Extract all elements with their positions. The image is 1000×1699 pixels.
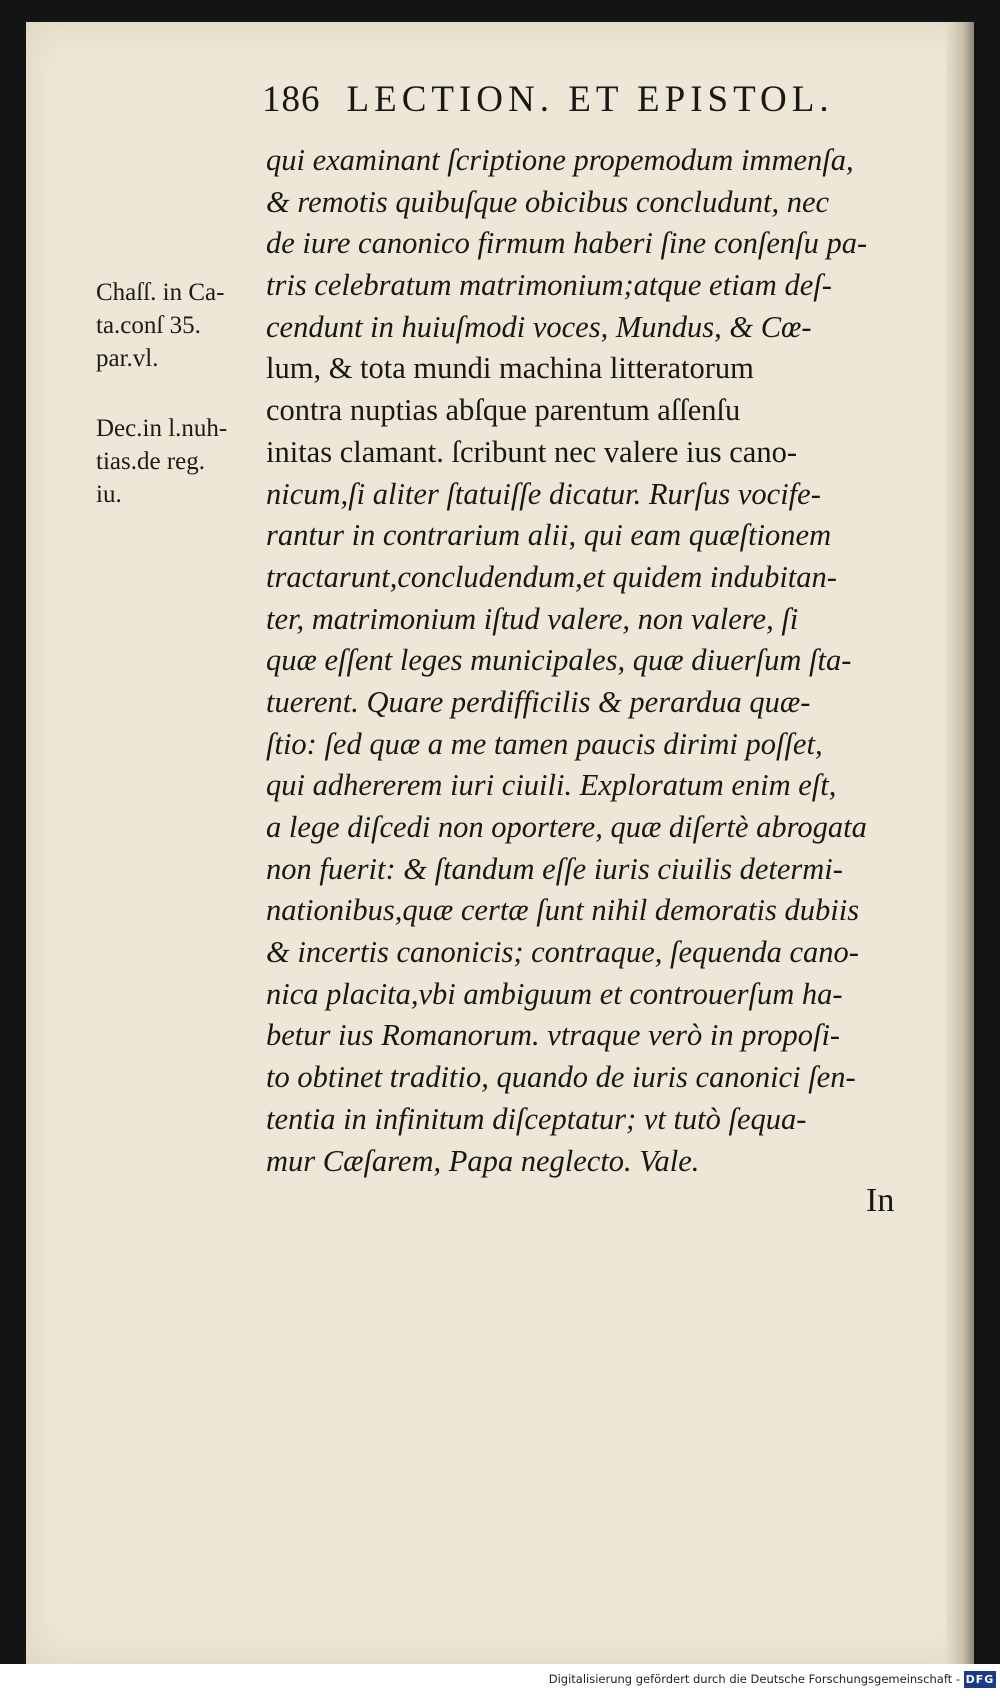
running-title: LECTION. ET EPISTOL. (346, 79, 834, 120)
text-line: & incertis canonicis; contraque, ſequenda cano- (266, 935, 859, 970)
text-line: betur ius Romanorum. vtraque verò in propoſi- (266, 1018, 841, 1053)
text-line: & remotis quibuſque obicibus concludunt, nec (266, 184, 830, 219)
text-line: non fuerit: & ſtandum eſſe iuris ciuilis determi- (266, 851, 843, 886)
text-line: tuerent. Quare perdifficilis & perardua quæ- (266, 684, 811, 719)
text-line: qui examinant ſcriptione propemodum immenſa, (266, 143, 854, 177)
body-text (266, 140, 956, 1182)
text-line: tentia in infinitum diſceptatur; vt tutò ſequa- (266, 1101, 807, 1136)
margin-note-chass: Chaſſ. in Ca- ta.conſ 35. par.vl. (96, 279, 225, 372)
text-line: nicum,ſi aliter ſtatuiſſe dicatur. Rurſus vocife- (266, 476, 821, 511)
text-line: quæ eſſent leges municipales, quæ diuerſum ſta- (266, 643, 852, 678)
text-line: to obtinet traditio, quando de iuris canonici ſen- (266, 1060, 856, 1095)
text-line: initas clamant. ſcribunt nec valere ius cano- (266, 434, 797, 469)
dfg-logo: DFG (965, 1673, 995, 1686)
text-line: nica placita,vbi ambiguum et controuerſum ha- (266, 976, 843, 1011)
text-line: ter, matrimonium iſtud valere, non valere, ſi (266, 601, 799, 636)
text-line: nationibus,quæ certæ ſunt nihil demoratis dubiis (266, 893, 860, 928)
text-line: rantur in contrarium alii, qui eam quæſtionem (266, 518, 832, 553)
text-line: contra nuptias abſque parentum aſſenſu (266, 393, 741, 428)
text-line: tris celebratum matrimonium;atque etiam deſ- (266, 268, 832, 303)
running-head (262, 78, 942, 121)
text-line: qui adhererem iuri ciuili. Exploratum enim eſt, (266, 768, 837, 803)
funding-credit: Digitalisierung gefördert durch die Deutsche Forschungsgemeinschaft - (548, 1672, 960, 1686)
text-line: de iure canonico firmum haberi ſine conſenſu pa- (266, 226, 868, 261)
text-line: mur Cæſarem, Papa neglecto. Vale. (266, 1143, 700, 1178)
margin-note-dec: Dec.in l.nuh- tias.de reg. iu. (96, 415, 228, 508)
text-line: tractarunt,concludendum,et quidem indubitan- (266, 559, 837, 594)
page-number: 186 (262, 79, 321, 120)
catchword: In (866, 1182, 895, 1219)
text-line: a lege diſcedi non oportere, quæ diſertè abrogata (266, 810, 867, 844)
text-line: lum, & tota mundi machina litteratorum (266, 351, 754, 386)
text-line: ſtio: ſed quæ a me tamen paucis dirimi poſſet, (266, 726, 823, 761)
digitization-footer (0, 1664, 1000, 1699)
text-line: cendunt in huiuſmodi voces, Mundus, & Cœ- (266, 309, 812, 344)
